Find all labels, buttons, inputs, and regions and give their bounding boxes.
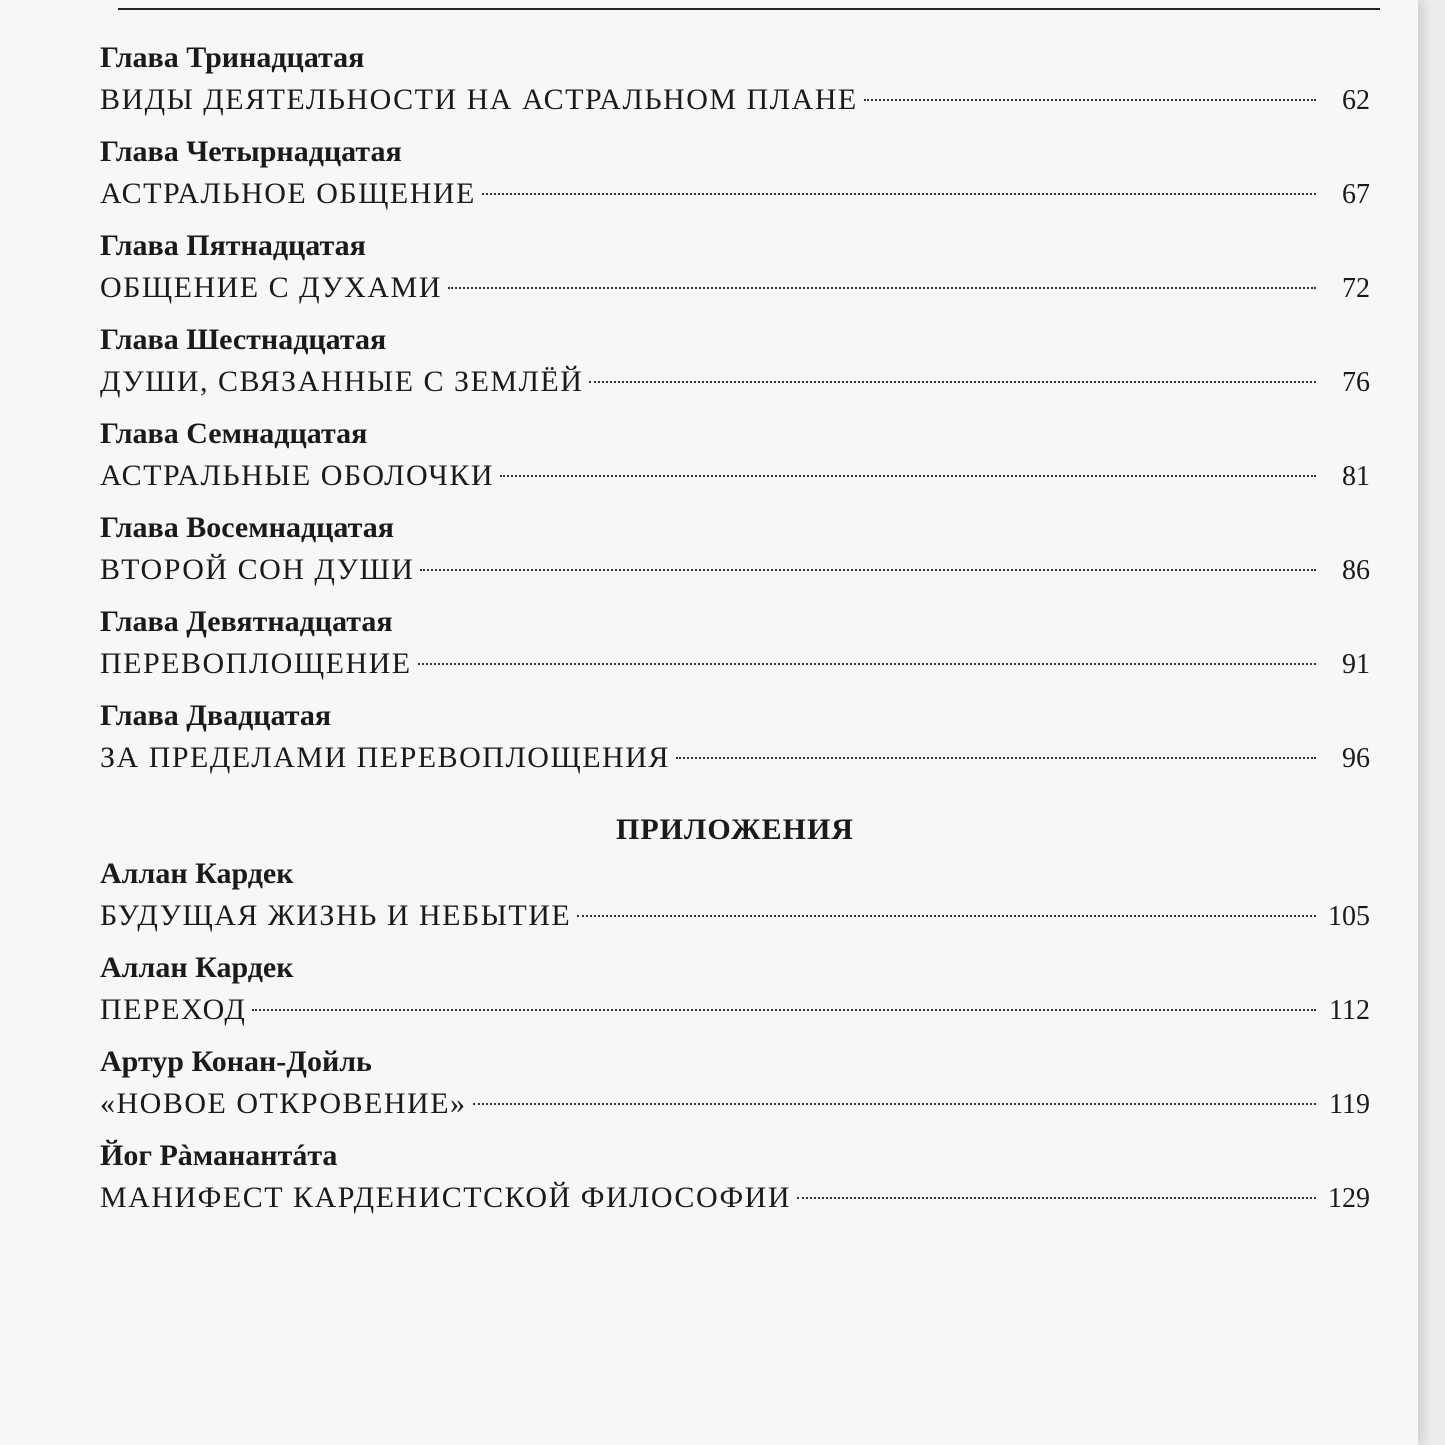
- appendix-heading: ПРИЛОЖЕНИЯ: [616, 813, 854, 846]
- entry-header: Глава Семнадцатая: [100, 417, 368, 450]
- entry-title: «НОВОЕ ОТКРОВЕНИЕ»: [100, 1087, 467, 1120]
- page-number: 62: [1342, 85, 1370, 116]
- page-number: 91: [1342, 649, 1370, 680]
- toc-entry-chapter-13: [100, 40, 1370, 124]
- dot-leader: [473, 1103, 1316, 1105]
- toc-entry-appendix-3: [100, 1044, 1370, 1128]
- page-number: 96: [1342, 743, 1370, 774]
- entry-row: [100, 734, 1370, 782]
- entry-row: [100, 1174, 1370, 1222]
- toc-entry-chapter-16: [100, 322, 1370, 406]
- entry-title: ЗА ПРЕДЕЛАМИ ПЕРЕВОПЛОЩЕНИЯ: [100, 741, 670, 774]
- entry-header: Йог Рàманантáта: [100, 1139, 338, 1172]
- page-number: 112: [1329, 995, 1370, 1026]
- page-number: 129: [1328, 1183, 1370, 1214]
- entry-row: [100, 76, 1370, 124]
- page-number: 119: [1329, 1089, 1370, 1120]
- dot-leader: [864, 99, 1316, 101]
- entry-title: ПЕРЕХОД: [100, 993, 247, 1026]
- entry-header: Артур Конан-Дойль: [100, 1045, 372, 1078]
- toc-entry-appendix-1: [100, 856, 1370, 940]
- entry-header: Глава Тринадцатая: [100, 41, 365, 74]
- entry-row: [100, 358, 1370, 406]
- entry-header: Глава Восемнадцатая: [100, 511, 394, 544]
- entry-header: Аллан Кардек: [100, 951, 294, 984]
- page-number: 67: [1342, 179, 1370, 210]
- page-number: 81: [1342, 461, 1370, 492]
- entry-title: ВИДЫ ДЕЯТЕЛЬНОСТИ НА АСТРАЛЬНОМ ПЛАНЕ: [100, 83, 858, 116]
- toc-entry-chapter-19: [100, 604, 1370, 688]
- entry-row: [100, 892, 1370, 940]
- page-number: 86: [1342, 555, 1370, 586]
- entry-header: Глава Четырнадцатая: [100, 135, 402, 168]
- entry-title: ОБЩЕНИЕ С ДУХАМИ: [100, 271, 442, 304]
- dot-leader: [589, 381, 1316, 383]
- entry-header: Глава Двадцатая: [100, 699, 332, 732]
- entry-title: ПЕРЕВОПЛОЩЕНИЕ: [100, 647, 412, 680]
- entry-row: [100, 546, 1370, 594]
- entry-header: Аллан Кардек: [100, 857, 294, 890]
- dot-leader: [418, 663, 1316, 665]
- toc-entry-chapter-17: [100, 416, 1370, 500]
- toc-entry-chapter-20: [100, 698, 1370, 782]
- page-number: 72: [1342, 273, 1370, 304]
- entry-title: АСТРАЛЬНОЕ ОБЩЕНИЕ: [100, 177, 476, 210]
- toc-entry-appendix-4: [100, 1138, 1370, 1222]
- top-rule: [118, 8, 1380, 10]
- entry-row: [100, 264, 1370, 312]
- toc-entry-chapter-15: [100, 228, 1370, 312]
- dot-leader: [577, 915, 1316, 917]
- dot-leader: [482, 193, 1316, 195]
- page-number: 105: [1328, 901, 1370, 932]
- entry-title: МАНИФЕСТ КАРДЕНИСТСКОЙ ФИЛОСОФИИ: [100, 1181, 792, 1214]
- page-number: 76: [1342, 367, 1370, 398]
- dot-leader: [500, 475, 1316, 477]
- dot-leader: [448, 287, 1316, 289]
- dot-leader: [797, 1197, 1316, 1199]
- entry-title: ВТОРОЙ СОН ДУШИ: [100, 553, 415, 586]
- entry-header: Глава Девятнадцатая: [100, 605, 393, 638]
- entry-header: Глава Шестнадцатая: [100, 323, 387, 356]
- entry-row: [100, 1080, 1370, 1128]
- toc-entry-appendix-2: [100, 950, 1370, 1034]
- entry-title: БУДУЩАЯ ЖИЗНЬ И НЕБЫТИЕ: [100, 899, 572, 932]
- entry-row: [100, 640, 1370, 688]
- toc-entry-chapter-18: [100, 510, 1370, 594]
- dot-leader: [676, 757, 1316, 759]
- entry-row: [100, 170, 1370, 218]
- entry-header: Глава Пятнадцатая: [100, 229, 366, 262]
- dot-leader: [252, 1009, 1316, 1011]
- entry-title: ДУШИ, СВЯЗАННЫЕ С ЗЕМЛЁЙ: [100, 365, 584, 398]
- dot-leader: [420, 569, 1316, 571]
- toc-entry-chapter-14: [100, 134, 1370, 218]
- entry-row: [100, 452, 1370, 500]
- entry-row: [100, 986, 1370, 1034]
- table-of-contents: [100, 40, 1370, 1232]
- entry-title: АСТРАЛЬНЫЕ ОБОЛОЧКИ: [100, 459, 495, 492]
